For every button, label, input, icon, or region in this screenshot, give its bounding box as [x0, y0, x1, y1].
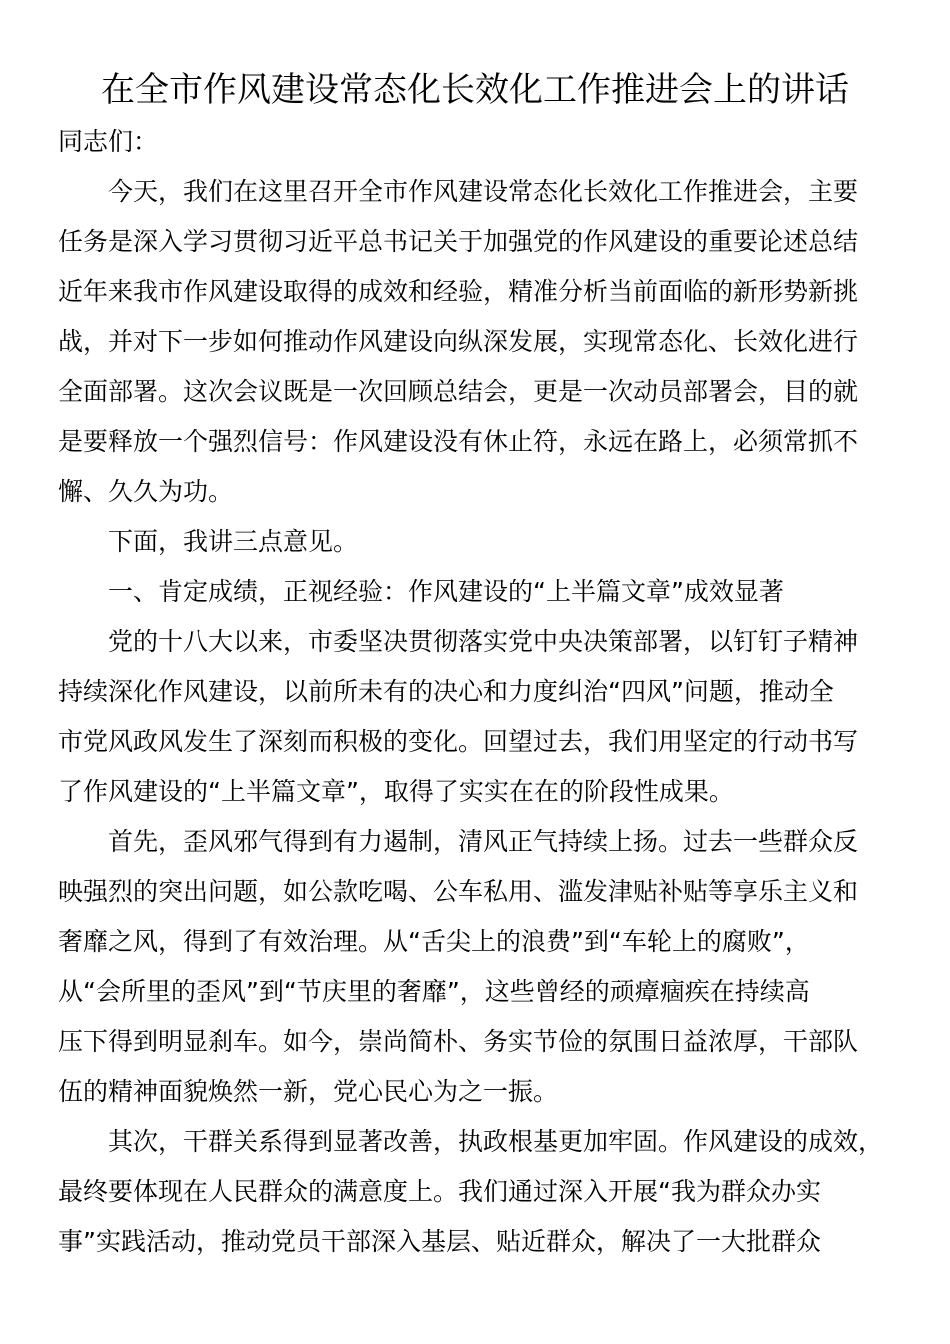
text-line: 从“会所里的歪风”到“节庆里的奢靡”，这些曾经的顽瘴痼疾在持续高 — [58, 977, 810, 1006]
text-line: 任务是深入学习贯彻习近平总书记关于加强党的作风建设的重要论述总结 — [58, 227, 859, 256]
text-line: 事”实践活动，推动党员干部深入基层、贴近群众，解决了一大批群众 — [58, 1227, 821, 1256]
text-line: 懈、久久为功。 — [58, 477, 234, 506]
text-line: 了作风建设的“上半篇文章”，取得了实实在在的阶段性成果。 — [58, 777, 734, 806]
text-line: 伍的精神面貌焕然一新，党心民心为之一振。 — [58, 1077, 559, 1106]
text-line: 首先，歪风邪气得到有力遏制，清风正气持续上扬。过去一些群众反 — [108, 827, 859, 856]
text-line: 战，并对下一步如何推动作风建设向纵深发展，实现常态化、长效化进行 — [58, 327, 859, 356]
text-line: 市党风政风发生了深刻而积极的变化。回望过去，我们用坚定的行动书写 — [58, 727, 859, 756]
text-line: 今天，我们在这里召开全市作风建设常态化长效化工作推进会，主要 — [108, 177, 859, 206]
text-line: 党的十八大以来，市委坚决贯彻落实党中央决策部署，以钉钉子精神 — [108, 627, 859, 656]
text-line: 映强烈的突出问题，如公款吃喝、公车私用、滥发津贴补贴等享乐主义和 — [58, 877, 859, 906]
text-line: 是要释放一个强烈信号：作风建设没有休止符，永远在路上，必须常抓不 — [58, 427, 859, 456]
text-line: 最终要体现在人民群众的满意度上。我们通过深入开展“我为群众办实 — [58, 1177, 821, 1206]
document-body — [58, 117, 884, 1267]
text-line: 近年来我市作风建设取得的成效和经验，精准分析当前面临的新形势新挑 — [58, 277, 859, 306]
text-line: 持续深化作风建设，以前所未有的决心和力度纠治“四风”问题，推动全 — [58, 677, 834, 706]
text-line: 奢靡之风，得到了有效治理。从“舌尖上的浪费”到“车轮上的腐败”， — [58, 927, 810, 956]
document-title: 在全市作风建设常态化长效化工作推进会上的讲话 — [101, 70, 849, 110]
text-line: 压下得到明显刹车。如今，崇尚简朴、务实节俭的氛围日益浓厚，干部队 — [58, 1027, 859, 1056]
section-heading: 一、肯定成绩，正视经验：作风建设的“上半篇文章”成效显著 — [108, 577, 784, 606]
salutation: 同志们： — [58, 127, 159, 156]
text-line: 下面，我讲三点意见。 — [108, 527, 359, 556]
text-line: 全面部署。这次会议既是一次回顾总结会，更是一次动员部署会，目的就 — [58, 377, 859, 406]
text-line: 其次，干群关系得到显著改善，执政根基更加牢固。作风建设的成效， — [108, 1127, 884, 1156]
